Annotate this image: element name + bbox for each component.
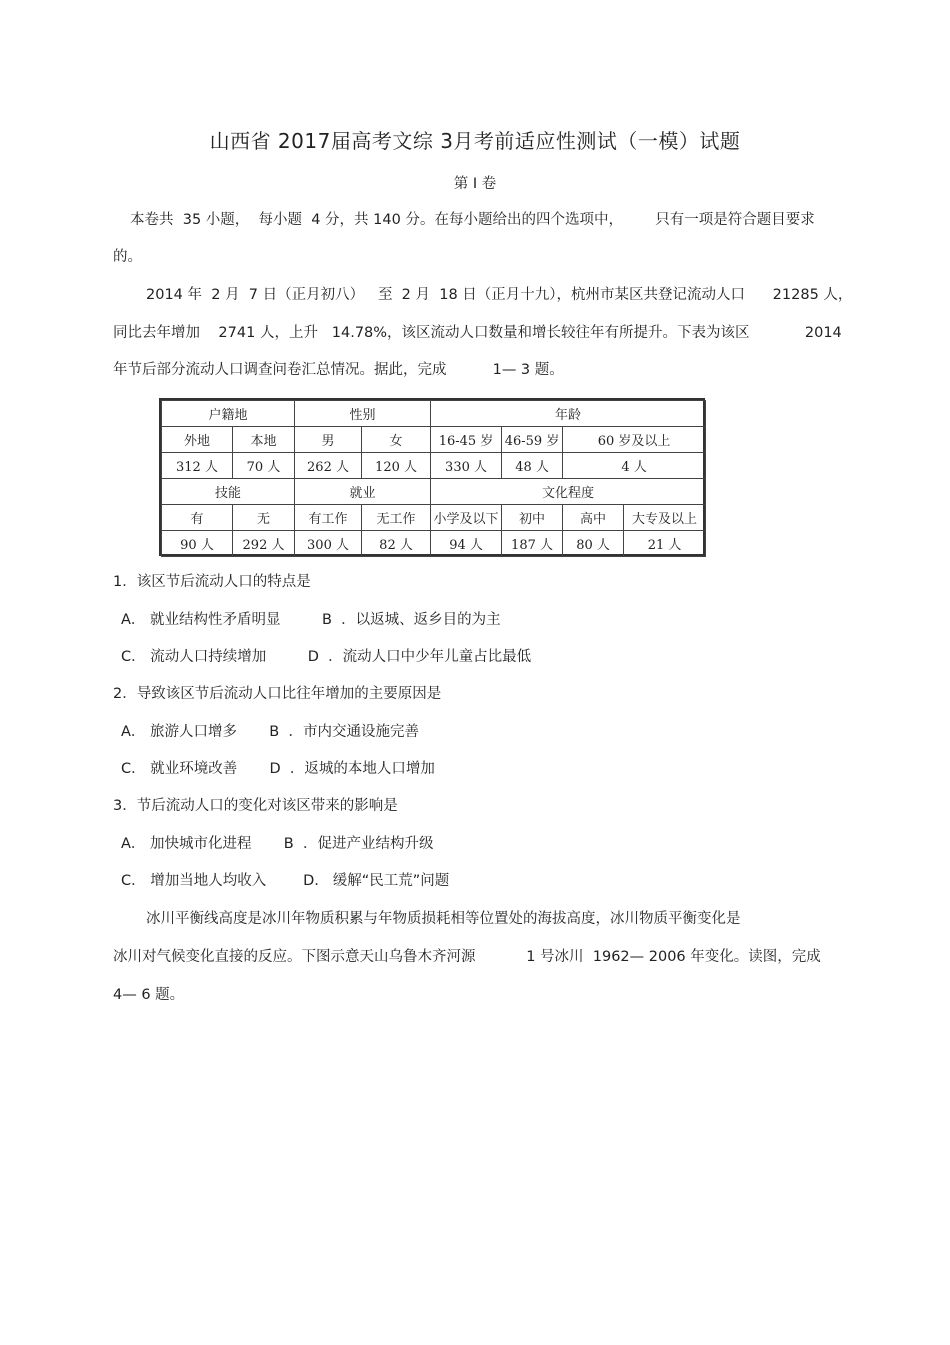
- intro-line-2: 的。: [113, 249, 142, 265]
- table-cell: 48 人: [502, 453, 563, 479]
- table-cell: 80 人: [563, 531, 624, 557]
- table-cell: 有工作: [295, 505, 362, 531]
- table-cell: 无工作: [362, 505, 431, 531]
- table-cell: 82 人: [362, 531, 431, 557]
- table-cell: 无: [233, 505, 295, 531]
- para1-line-3: 年节后部分流动人口调查问卷汇总情况。据此，完成 1— 3 题。: [113, 362, 564, 378]
- table-cell: 187 人: [502, 531, 563, 557]
- para2-line-2: 冰川对气候变化直接的反应。下图示意天山乌鲁木齐河源 1 号冰川 1962— 2006 年变化。读图，完成: [113, 949, 821, 965]
- table-cell: 90 人: [162, 531, 233, 557]
- table-cell: 21 人: [624, 531, 706, 557]
- table-cell: 高中: [563, 505, 624, 531]
- table-cell: 60 岁及以上: [563, 427, 706, 453]
- table-row: [162, 505, 706, 531]
- intro-line-1: 本卷共 35 小题， 每小题 4 分，共 140 分。在每小题给出的四个选项中， 只有一项是符合题目要求: [130, 212, 815, 228]
- table-header-cell: 文化程度: [431, 479, 706, 505]
- question-options-ab: A． 加快城市化进程 B ．促进产业结构升级: [121, 836, 434, 852]
- table-cell: 292 人: [233, 531, 295, 557]
- table-cell: 本地: [233, 427, 295, 453]
- table-header-cell: 户籍地: [162, 401, 295, 427]
- table-header-cell: 年龄: [431, 401, 706, 427]
- table-cell: 70 人: [233, 453, 295, 479]
- table-cell: 16-45 岁: [431, 427, 502, 453]
- table-row: [162, 479, 706, 505]
- question-options-ab: A． 旅游人口增多 B ．市内交通设施完善: [121, 724, 419, 740]
- page-title: 山西省 2017届高考文综 3月考前适应性测试（一模）试题: [209, 129, 741, 153]
- table-cell: 262 人: [295, 453, 362, 479]
- section-heading: 第 Ⅰ 卷: [453, 176, 497, 192]
- table-cell: 300 人: [295, 531, 362, 557]
- table-cell: 330 人: [431, 453, 502, 479]
- table-cell: 男: [295, 427, 362, 453]
- table-cell: 初中: [502, 505, 563, 531]
- table-cell: 外地: [162, 427, 233, 453]
- table-cell: 女: [362, 427, 431, 453]
- question-options-cd: C． 就业环境改善 D ．返城的本地人口增加: [121, 761, 435, 777]
- table-cell: 有: [162, 505, 233, 531]
- table-header-cell: 性别: [295, 401, 431, 427]
- para1-line-1: 2014 年 2 月 7 日（正月初八） 至 2 月 18 日（正月十九），杭州市某区共登记流动人口 21285 人，: [146, 287, 853, 303]
- table-cell: 小学及以下: [431, 505, 502, 531]
- table-row: [162, 531, 706, 557]
- table-cell: 120 人: [362, 453, 431, 479]
- table-header-cell: 技能: [162, 479, 295, 505]
- para1-line-2: 同比去年增加 2741 人，上升 14.78%，该区流动人口数量和增长较往年有所提升。下表为该区 2014: [113, 325, 842, 341]
- table-cell: 94 人: [431, 531, 502, 557]
- question-stem: 2．导致该区节后流动人口比往年增加的主要原因是: [113, 686, 442, 702]
- table-cell: 4 人: [563, 453, 706, 479]
- table-row: [162, 427, 706, 453]
- table-header-cell: 就业: [295, 479, 431, 505]
- question-stem: 3．节后流动人口的变化对该区带来的影响是: [113, 798, 398, 814]
- question-stem: 1．该区节后流动人口的特点是: [113, 574, 311, 590]
- para2-line-3: 4— 6 题。: [113, 987, 185, 1003]
- table-cell: 312 人: [162, 453, 233, 479]
- table-row: [162, 453, 706, 479]
- table-row: [162, 401, 706, 427]
- survey-table: [159, 398, 705, 556]
- question-options-ab: A． 就业结构性矛盾明显 B ．以返城、返乡目的为主: [121, 612, 501, 628]
- question-options-cd: C． 增加当地人均收入 D. 缓解“民工荒”问题: [121, 873, 450, 889]
- table-cell: 大专及以上: [624, 505, 706, 531]
- table-cell: 46-59 岁: [502, 427, 563, 453]
- question-options-cd: C． 流动人口持续增加 D ．流动人口中少年儿童占比最低: [121, 649, 532, 665]
- para2-line-1: 冰川平衡线高度是冰川年物质积累与年物质损耗相等位置处的海拔高度，冰川物质平衡变化是: [146, 911, 741, 927]
